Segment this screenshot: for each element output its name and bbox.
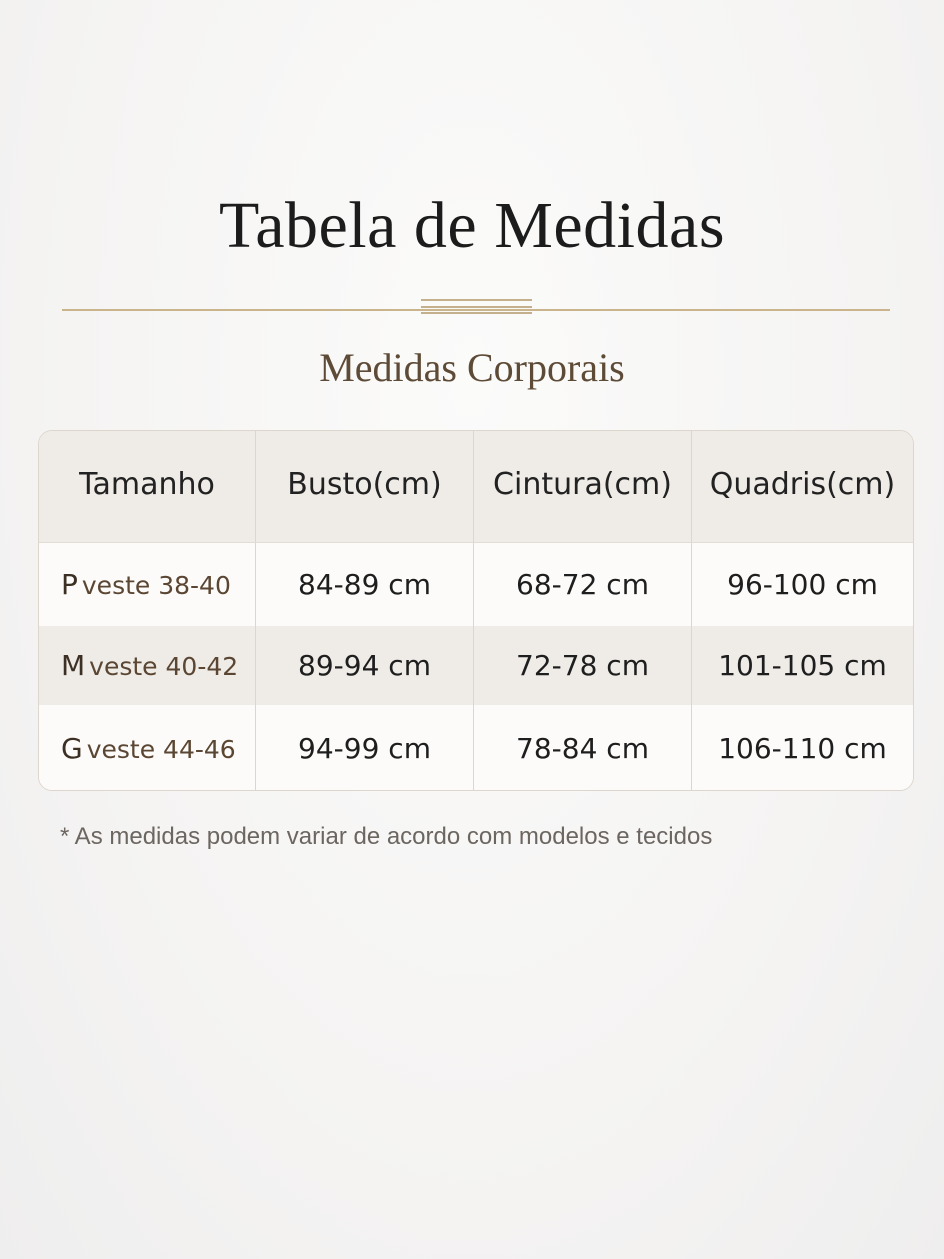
bust-value: 89-94 cm <box>256 626 474 705</box>
size-chart-table <box>38 430 914 791</box>
size-cell <box>39 705 256 791</box>
size-note: veste 40-42 <box>89 652 239 681</box>
decorative-divider <box>62 297 890 317</box>
header-size: Tamanho <box>39 431 256 542</box>
waist-value: 78-84 cm <box>474 705 692 791</box>
divider-ornament <box>421 306 532 308</box>
size-note: veste 44-46 <box>86 735 236 764</box>
header-bust: Busto(cm) <box>256 431 474 542</box>
table-row <box>39 626 913 705</box>
page-title: Tabela de Medidas <box>218 189 725 262</box>
header-hips: Quadris(cm) <box>709 467 896 502</box>
table-row <box>39 543 913 626</box>
waist-value: 72-78 cm <box>474 626 692 705</box>
size-letter: M <box>61 649 86 682</box>
divider-ornament <box>421 299 532 301</box>
header-waist: Cintura(cm) <box>474 431 692 542</box>
waist-value: 68-72 cm <box>474 543 692 626</box>
size-cell <box>39 626 256 705</box>
bust-value: 94-99 cm <box>256 705 474 791</box>
divider-ornament <box>421 312 532 314</box>
footnote: * As medidas podem variar de acordo com modelos e tecidos <box>60 823 713 850</box>
table-row <box>39 705 913 791</box>
size-note: veste 38-40 <box>81 571 231 600</box>
bust-value: 84-89 cm <box>256 543 474 626</box>
size-letter: P <box>61 568 78 601</box>
size-cell <box>39 543 256 626</box>
divider-line <box>62 309 890 311</box>
table-header-row <box>39 431 913 543</box>
hips-value: 106-110 cm <box>718 732 887 765</box>
size-letter: G <box>61 732 83 765</box>
hips-value: 101-105 cm <box>718 649 887 682</box>
section-subtitle: Medidas Corporais <box>319 345 625 390</box>
hips-value: 96-100 cm <box>727 568 878 601</box>
